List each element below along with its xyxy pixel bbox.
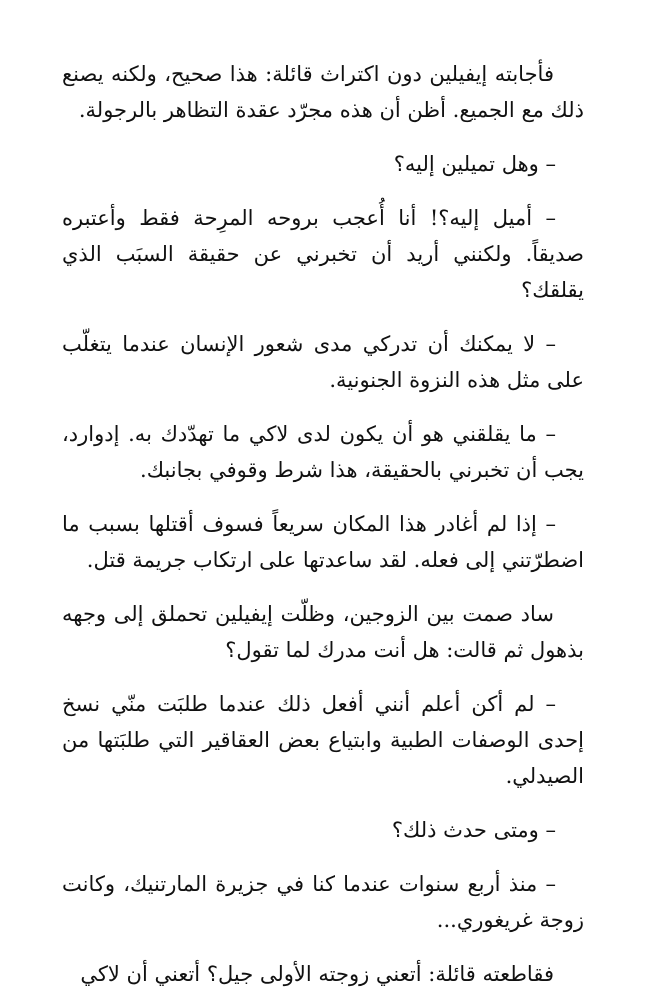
dialogue-line: – أميل إليه؟! أنا أُعجب بروحه المرِحة فقط وأعتبره صديقاً. ولكنني أريد أن تخبرني عن حقيقة السبَب الذي يقلقك؟ [62, 206, 584, 302]
narration-paragraph: فقاطعته قائلة: أتعني زوجته الأولى جيل؟ أتعني أن لاكي [80, 962, 554, 986]
narration-paragraph: ساد صمت بين الزوجين، وظلّت إيفيلين تحملق إلى وجهه بذهول ثم قالت: هل أنت مدرك لما تقول؟ [62, 602, 584, 662]
dialogue-line: – إذا لم أغادر هذا المكان سريعاً فسوف أقتلها بسبب ما اضطرّتني إلى فعله. لقد ساعدتها على ارتكاب جريمة قتل. [62, 512, 584, 572]
book-page [62, 56, 584, 992]
dialogue-line: – منذ أربع سنوات عندما كنا في جزيرة المارتنيك، وكانت زوجة غريغوري... [62, 872, 584, 932]
dialogue-line: – لم أكن أعلم أنني أفعل ذلك عندما طلبَت منّي نسخ إحدى الوصفات الطبية وابتياع بعض العقاقير التي طلبَتها من الصيدلي. [62, 692, 584, 788]
dialogue-line: – ومتى حدث ذلك؟ [391, 818, 556, 842]
dialogue-line: – لا يمكنك أن تدركي مدى شعور الإنسان عندما يتغلّب على مثل هذه النزوة الجنونية. [62, 332, 584, 392]
dialogue-line: – وهل تميلين إليه؟ [393, 152, 556, 176]
narration-paragraph: فأجابته إيفيلين دون اكتراث قائلة: هذا صحيح، ولكنه يصنع ذلك مع الجميع. أظن أن هذه مجرّد عقدة التظاهر بالرجولة. [62, 62, 584, 122]
dialogue-line: – ما يقلقني هو أن يكون لدى لاكي ما تهدّدك به. إدوارد، يجب أن تخبرني بالحقيقة، هذا شرط وقوفي بجانبك. [62, 422, 584, 482]
